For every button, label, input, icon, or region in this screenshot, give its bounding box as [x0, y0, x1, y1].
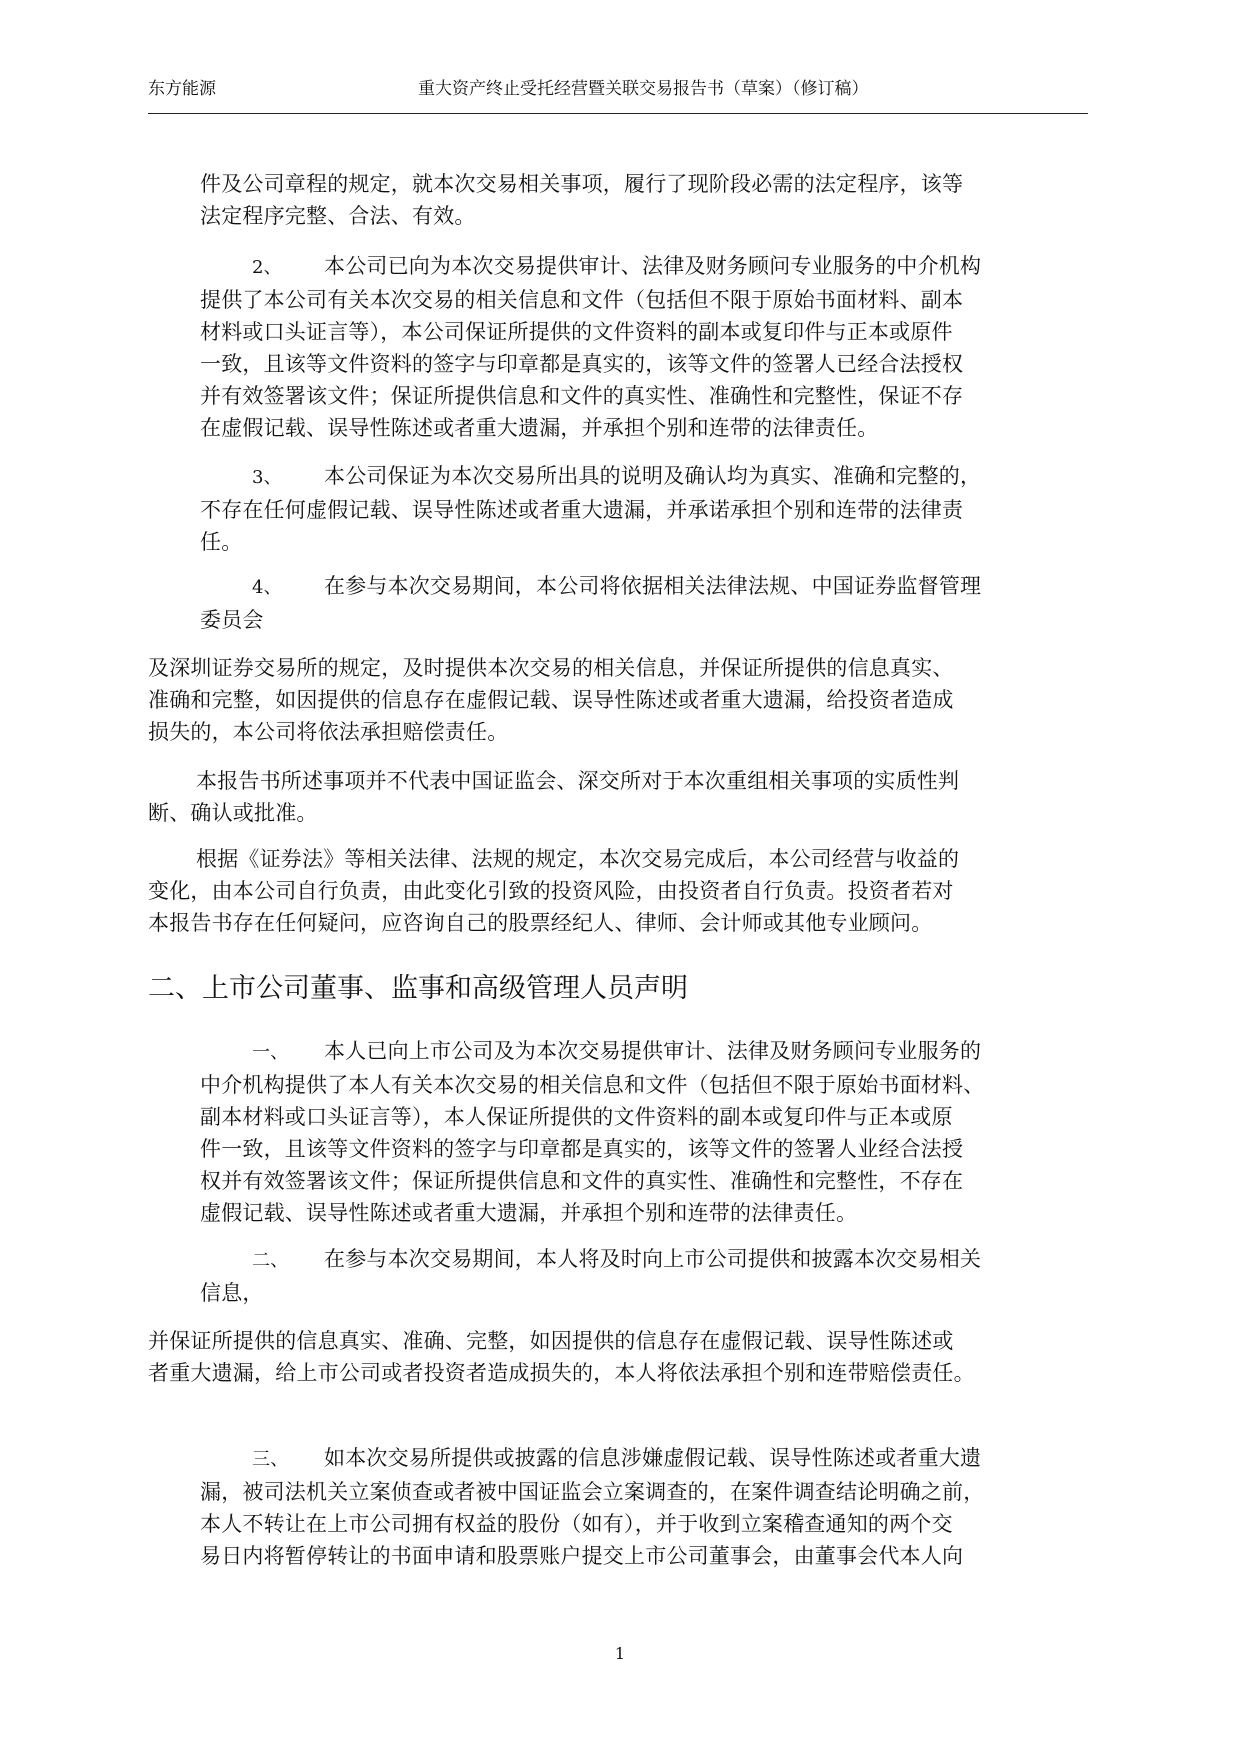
item-4-compliance	[200, 570, 981, 636]
paragraph-continuation	[148, 652, 954, 748]
item-1-personal-disclosure	[200, 1035, 984, 1229]
text-line: 变化，由本公司自行负责，由此变化引致的投资风险，由投资者自行负责。投资者若对	[148, 879, 954, 903]
text-line: 本公司已向为本次交易提供审计、法律及财务顾问专业服务的中介机构	[324, 254, 982, 278]
page-number: 1	[614, 1644, 626, 1663]
text-line: 虚假记载、误导性陈述或者重大遗漏，并承担个别和连带的法律责任。	[200, 1201, 858, 1225]
text-line: 如本次交易所提供或披露的信息涉嫌虚假记载、误导性陈述或者重大遗	[324, 1446, 982, 1470]
text-line: 易日内将暂停转让的书面申请和股票账户提交上市公司董事会，由董事会代本人向	[200, 1544, 964, 1568]
text-line: 本人不转让在上市公司拥有权益的股份（如有），并于收到立案稽查通知的两个交	[200, 1512, 953, 1536]
paragraph-regulator-notice	[148, 765, 959, 829]
header-doc-title: 重大资产终止受托经营暨关联交易报告书（草案）（修订稿）	[418, 79, 869, 99]
text-line: 损失的，本公司将依法承担赔偿责任。	[148, 720, 509, 744]
item-2-disclosure	[200, 250, 981, 444]
item-number: 一、	[252, 1042, 289, 1063]
text-line: 一致，且该等文件资料的签字与印章都是真实的，该等文件的签署人已经合法授权	[200, 352, 964, 376]
page-header	[148, 74, 1088, 104]
text-line: 材料或口头证言等），本公司保证所提供的文件资料的副本或复印件与正本或原件	[200, 320, 953, 344]
header-divider	[148, 113, 1088, 114]
item-number: 3、	[252, 467, 282, 488]
item-3-share-lockup	[200, 1442, 984, 1572]
item-2-timely-disclosure	[200, 1243, 981, 1309]
text-line: 并有效签署该文件；保证所提供信息和文件的真实性、准确性和完整性，保证不存	[200, 384, 964, 408]
item-number: 2、	[252, 257, 282, 278]
paragraph-securities-law	[148, 843, 959, 939]
text-line: 并保证所提供的信息真实、准确、完整，如因提供的信息存在虚假记载、误导性陈述或	[148, 1329, 954, 1353]
text-line: 副本材料或口头证言等），本人保证所提供的文件资料的副本或复印件与正本或原	[200, 1105, 953, 1129]
text-line: 本人已向上市公司及为本次交易提供审计、法律及财务顾问专业服务的	[324, 1039, 982, 1063]
section-heading: 二、上市公司董事、监事和高级管理人员声明	[148, 973, 688, 1004]
text-line: 准确和完整，如因提供的信息存在虚假记载、误导性陈述或者重大遗漏，给投资者造成	[148, 688, 954, 712]
text-line: 根据《证券法》等相关法律、法规的规定，本次交易完成后，本公司经营与收益的	[196, 847, 960, 871]
item-number: 4、	[252, 577, 282, 598]
text-line: 者重大遗漏，给上市公司或者投资者造成损失的，本人将依法承担个别和连带赔偿责任。	[148, 1361, 975, 1385]
text-line: 信息，	[200, 1281, 264, 1305]
text-line: 提供了本公司有关本次交易的相关信息和文件（包括但不限于原始书面材料、副本	[200, 288, 964, 312]
item-3-guarantee	[200, 460, 981, 558]
text-line: 断、确认或批准。	[148, 801, 318, 825]
text-line: 权并有效签署该文件；保证所提供信息和文件的真实性、准确性和完整性，不存在	[200, 1169, 964, 1193]
text-line: 及深圳证券交易所的规定，及时提供本次交易的相关信息，并保证所提供的信息真实、	[148, 656, 954, 680]
text-line: 在参与本次交易期间，本人将及时向上市公司提供和披露本次交易相关	[324, 1247, 982, 1271]
text-line: 不存在任何虚假记载、误导性陈述或者重大遗漏，并承诺承担个别和连带的法律责	[200, 498, 964, 522]
paragraph-continuation-2	[148, 1325, 975, 1389]
header-company: 东方能源	[148, 79, 216, 99]
text-line: 法定程序完整、合法、有效。	[200, 204, 476, 228]
item-number: 三、	[252, 1449, 289, 1470]
text-line: 件及公司章程的规定，就本次交易相关事项，履行了现阶段必需的法定程序，该等	[200, 172, 964, 196]
text-line: 本公司保证为本次交易所出具的说明及确认均为真实、准确和完整的，	[324, 464, 982, 488]
text-line: 漏，被司法机关立案侦查或者被中国证监会立案调查的，在案件调查结论明确之前，	[200, 1480, 985, 1504]
paragraph-legal-procedure	[200, 168, 963, 232]
text-line: 在虚假记载、误导性陈述或者重大遗漏，并承担个别和连带的法律责任。	[200, 416, 879, 440]
text-line: 任。	[200, 530, 243, 554]
text-line: 在参与本次交易期间，本公司将依据相关法律法规、中国证券监督管理	[324, 574, 982, 598]
text-line: 委员会	[200, 608, 264, 632]
item-number: 二、	[252, 1250, 289, 1271]
text-line: 中介机构提供了本人有关本次交易的相关信息和文件（包括但不限于原始书面材料、	[200, 1073, 985, 1097]
text-line: 本报告书所述事项并不代表中国证监会、深交所对于本次重组相关事项的实质性判	[196, 769, 960, 793]
text-line: 本报告书存在任何疑问，应咨询自己的股票经纪人、律师、会计师或其他专业顾问。	[148, 911, 933, 935]
text-line: 件一致，且该等文件资料的签字与印章都是真实的，该等文件的签署人业经合法授	[200, 1137, 964, 1161]
